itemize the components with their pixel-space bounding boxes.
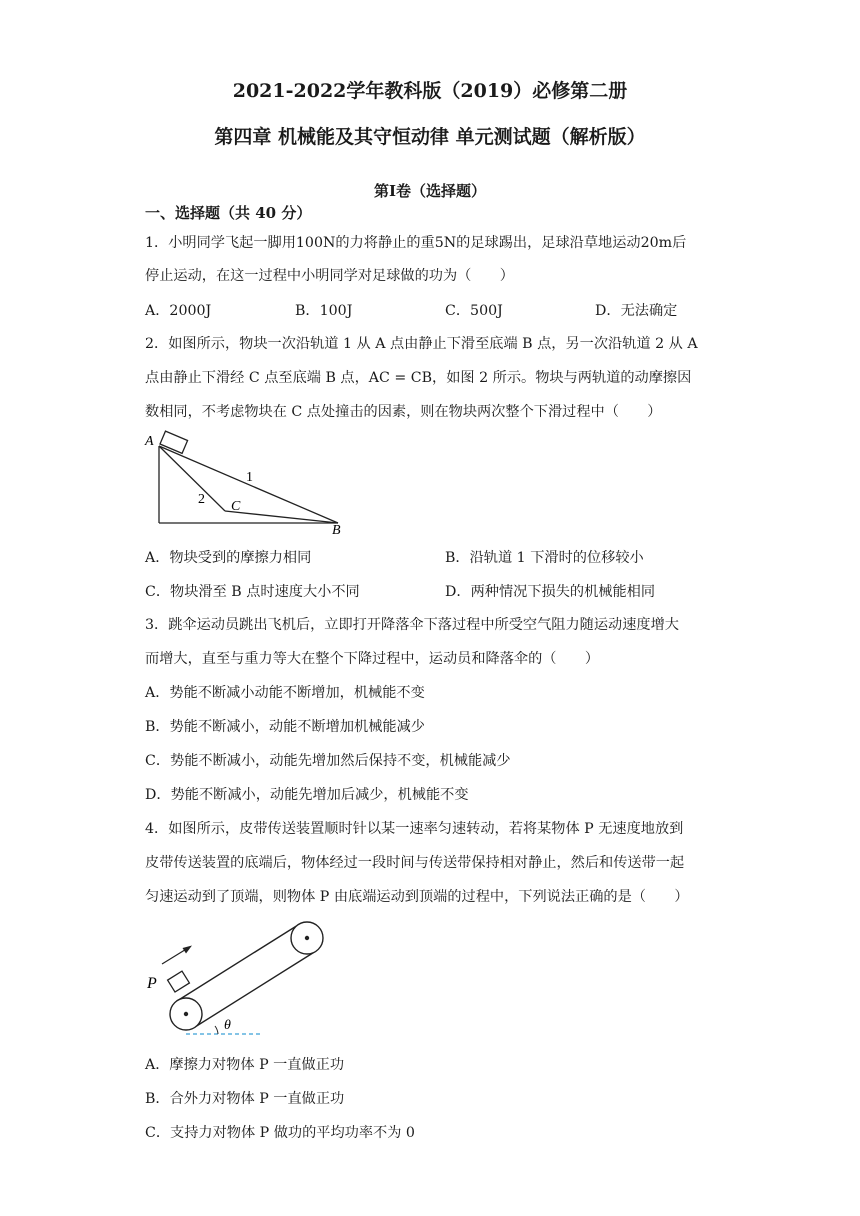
q3-option-b: B．势能不断减小，动能不断增加机械能减少 (145, 719, 425, 735)
q1-option-c: C．500J (445, 303, 503, 319)
q4-option-c: C．支持力对物体 P 做功的平均功率不为 0 (145, 1125, 415, 1141)
q2-label-track2: 2 (198, 492, 205, 507)
q1-option-b: B．100J (295, 303, 353, 319)
volume-heading: 第Ⅰ卷（选择题） (373, 182, 487, 200)
q1-text-line2: 停止运动，在这一过程中小明同学对足球做的功为（ ） (145, 268, 514, 284)
q4-text-line1: 4．如图所示，皮带传送装置顺时针以某一速率匀速转动，若将某物体 P 无速度地放到 (145, 821, 684, 837)
section-heading: 一、选择题（共 40 分） (145, 204, 312, 222)
q2-option-b: B．沿轨道 1 下滑时的位移较小 (445, 550, 644, 566)
q1-option-a: A．2000J (145, 303, 212, 319)
q3-option-d: D．势能不断减小，动能先增加后减少，机械能不变 (145, 787, 469, 803)
q2-label-a: A (145, 434, 154, 449)
q3-text-line1: 3．跳伞运动员跳出飞机后，立即打开降落伞下落过程中所受空气阻力随运动速度增大 (145, 617, 679, 633)
q2-text-line1: 2．如图所示，物块一次沿轨道 1 从 A 点由静止下滑至底端 B 点，另一次沿轨道 2 从 A (145, 336, 698, 352)
document-subtitle: 第四章 机械能及其守恒动律 单元测试题（解析版） (214, 126, 646, 148)
q2-option-c: C．物块滑至 B 点时速度大小不同 (145, 584, 360, 600)
q2-label-track1: 1 (246, 470, 253, 485)
q3-text-line2: 而增大，直至与重力等大在整个下降过程中，运动员和降落伞的（ ） (145, 651, 600, 667)
q2-incline-figure (140, 425, 360, 540)
q2-text-line2: 点由静止下滑经 C 点至底端 B 点，AC = CB，如图 2 所示。物块与两轨道的动摩擦因 (145, 370, 692, 386)
q4-text-line3: 匀速运动到了顶端，则物体 P 由底端运动到顶端的过程中，下列说法正确的是（ ） (145, 889, 689, 905)
q4-label-theta: θ (224, 1018, 231, 1033)
q2-option-a: A．物块受到的摩擦力相同 (145, 550, 312, 566)
q3-option-c: C．势能不断减小，动能先增加然后保持不变，机械能减少 (145, 753, 511, 769)
q4-option-a: A．摩擦力对物体 P 一直做正功 (145, 1057, 345, 1073)
q2-label-c: C (231, 499, 241, 514)
document-title: 2021-2022学年教科版（2019）必修第二册 (232, 80, 628, 102)
q4-option-b: B．合外力对物体 P 一直做正功 (145, 1091, 345, 1107)
q4-text-line2: 皮带传送装置的底端后，物体经过一段时间与传送带保持相对静止，然后和传送带一起 (145, 855, 685, 871)
q1-option-d: D．无法确定 (595, 303, 678, 319)
q2-label-b: B (332, 523, 341, 538)
q4-label-p: P (147, 975, 157, 992)
q4-conveyor-figure (140, 912, 340, 1042)
q2-text-line3: 数相同，不考虑物块在 C 点处撞击的因素，则在物块两次整个下滑过程中（ ） (145, 404, 662, 420)
q2-option-d: D．两种情况下损失的机械能相同 (445, 584, 656, 600)
q1-text-line1: 1．小明同学飞起一脚用100N的力将静止的重5N的足球踢出，足球沿草地运动20m后 (145, 235, 687, 251)
q3-option-a: A．势能不断减小动能不断增加，机械能不变 (145, 685, 425, 701)
